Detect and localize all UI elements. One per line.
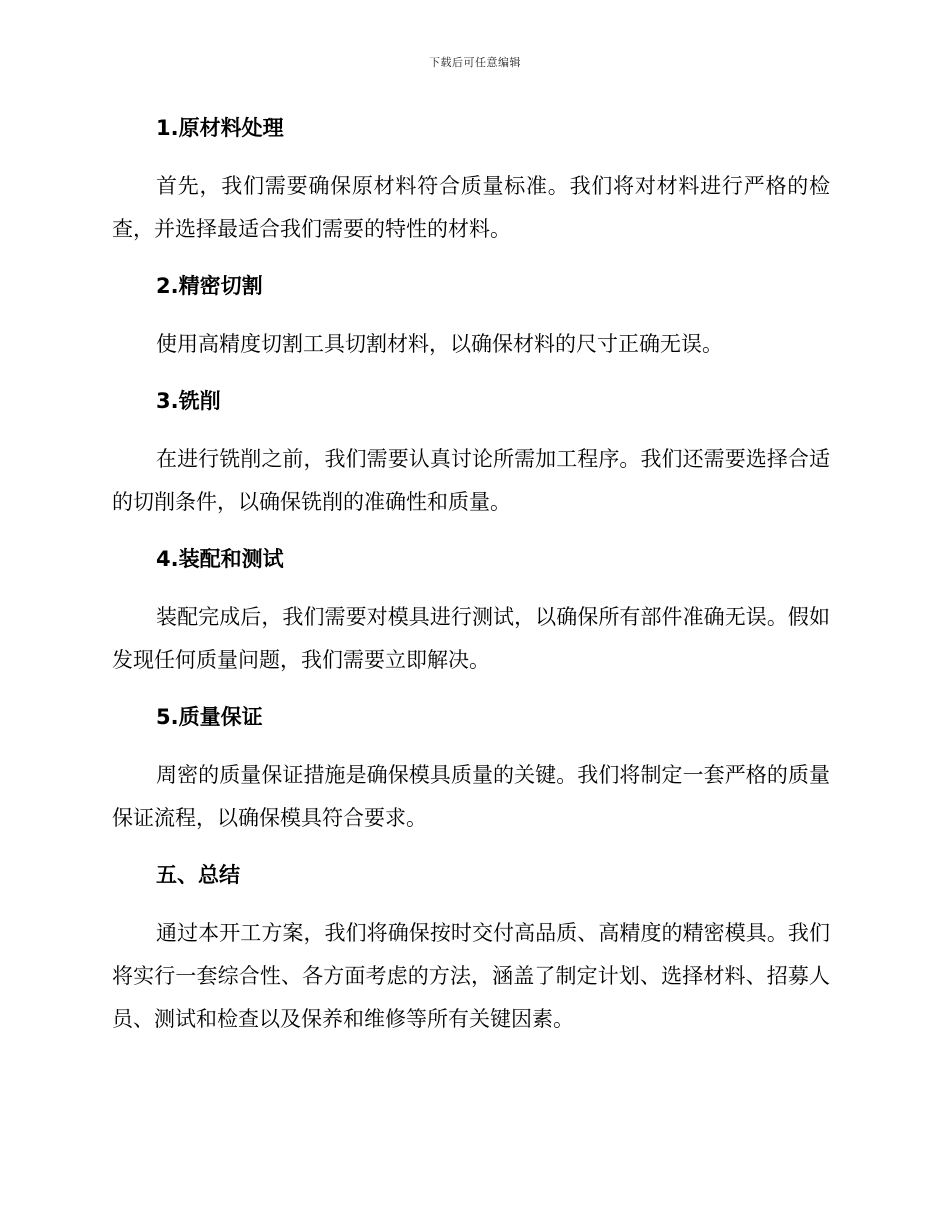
- section-heading-milling: 3.铣削: [156, 389, 221, 413]
- section-body-quality-assurance: 周密的质量保证措施是确保模具质量的关键。我们将制定一套严格的质量保证流程，以确保模具符合要求。: [112, 763, 830, 830]
- header-note: 下载后可任意编辑: [429, 56, 521, 69]
- section-heading-assembly-testing: 4.装配和测试: [156, 547, 284, 571]
- section-body-summary: 通过本开工方案，我们将确保按时交付高品质、高精度的精密模具。我们将实行一套综合性、各方面考虑的方法，涵盖了制定计划、选择材料、招募人员、测试和检查以及保养和维修等所有关键因素。: [112, 921, 830, 1031]
- section-heading-summary: 五、总结: [156, 863, 240, 887]
- section-body-precision-cutting: 使用高精度切割工具切割材料，以确保材料的尺寸正确无误。: [156, 332, 723, 356]
- section-body-assembly-testing: 装配完成后，我们需要对模具进行测试，以确保所有部件准确无误。假如发现任何质量问题，我们需要立即解决。: [112, 605, 830, 672]
- section-body-raw-material: 首先，我们需要确保原材料符合质量标准。我们将对材料进行严格的检查，并选择最适合我们需要的特性的材料。: [112, 174, 830, 241]
- section-heading-precision-cutting: 2.精密切割: [156, 274, 263, 298]
- section-body-milling: 在进行铣削之前，我们需要认真讨论所需加工程序。我们还需要选择合适的切削条件，以确保铣削的准确性和质量。: [112, 447, 830, 514]
- document-content: [112, 112, 830, 1041]
- section-heading-quality-assurance: 5.质量保证: [156, 705, 263, 729]
- section-heading-raw-material: 1.原材料处理: [156, 116, 284, 140]
